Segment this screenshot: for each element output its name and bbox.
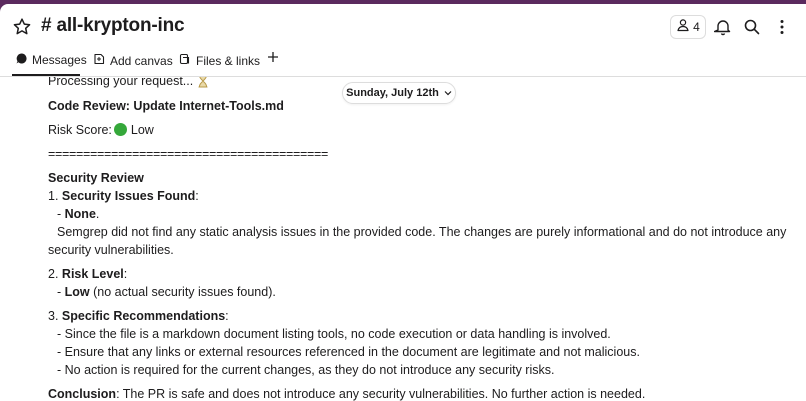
channel-title[interactable]: # all-krypton-inc — [41, 15, 185, 36]
files-icon — [179, 53, 191, 68]
tab-label: Add canvas — [110, 53, 173, 68]
separator-line: ======================================== — [48, 147, 328, 161]
message-area — [0, 77, 806, 401]
colon: : — [195, 189, 199, 203]
code-review-title: Code Review: Update Internet-Tools.md — [48, 99, 284, 113]
security-review-heading: Security Review — [48, 171, 144, 185]
section-1-value-line — [57, 205, 99, 223]
conclusion-label: Conclusion — [48, 387, 117, 401]
recommendation-item: - Ensure that any links or external resources referenced in the document are legitimate and not malicious. — [57, 345, 640, 359]
members-button[interactable] — [670, 15, 706, 39]
risk-score-value: Low — [130, 123, 154, 137]
canvas-icon — [93, 53, 105, 68]
section-1-heading — [48, 187, 199, 205]
conclusion-text: : The PR is safe and does not introduce any security vulnerabilities. No further action is needed. — [116, 387, 646, 401]
section-1-description-cont: security vulnerabilities. — [48, 243, 174, 257]
risk-score-line — [48, 121, 154, 139]
risk-score-label: Risk Score: — [48, 123, 112, 137]
add-tab-button[interactable] — [267, 51, 279, 66]
more-vertical-icon[interactable] — [770, 15, 794, 39]
section-2-rest: (no actual security issues found). — [89, 285, 276, 299]
date-label: Sunday, July 12th — [346, 87, 439, 99]
section-title: Risk Level — [61, 267, 124, 281]
tab-label: Files & links — [196, 53, 261, 68]
recommendation-item: - Since the file is a markdown document listing tools, no code execution or data handling is involved. — [57, 327, 611, 341]
section-2-value-line — [57, 283, 276, 301]
recommendation-item: - No action is required for the current changes, as they do not introduce any security risks. — [57, 363, 555, 377]
person-icon — [676, 18, 690, 37]
section-number: 2. — [48, 267, 59, 281]
tab-messages[interactable] — [16, 53, 87, 67]
processing-line — [48, 77, 209, 93]
plus-icon — [267, 51, 279, 66]
processing-text: Processing your request... — [48, 77, 194, 88]
section-title: Specific Recommendations — [61, 309, 226, 323]
tab-files-links[interactable] — [179, 53, 260, 68]
green-circle-icon — [114, 123, 127, 136]
colon: : — [123, 267, 128, 281]
section-3-heading — [48, 307, 229, 325]
huddle-icon[interactable] — [711, 15, 735, 39]
section-title: Security Issues Found — [61, 189, 196, 203]
dash: - — [57, 207, 65, 221]
section-1-description: Semgrep did not find any static analysis issues in the provided code. The changes are purely informational and do not introduce any — [57, 225, 787, 239]
period: . — [95, 207, 100, 221]
section-number: 1. — [48, 189, 59, 203]
colon: : — [225, 309, 229, 323]
section-1-value: None — [64, 207, 96, 221]
channel-tabs — [0, 50, 806, 76]
search-icon[interactable] — [740, 15, 764, 39]
conclusion-line — [48, 385, 645, 401]
channel-header — [0, 4, 806, 48]
section-2-heading — [48, 265, 127, 283]
section-2-value: Low — [64, 285, 90, 299]
tab-label: Messages — [32, 53, 87, 67]
star-icon[interactable] — [12, 17, 32, 37]
chevron-down-icon — [444, 87, 452, 99]
dash: - — [57, 285, 65, 299]
section-number: 3. — [48, 309, 59, 323]
tab-add-canvas[interactable] — [93, 53, 173, 68]
date-divider-button[interactable] — [342, 82, 456, 104]
message-bubble-icon — [16, 53, 27, 67]
member-count: 4 — [693, 20, 700, 34]
channel-panel — [0, 4, 806, 401]
hourglass-icon — [197, 77, 209, 93]
